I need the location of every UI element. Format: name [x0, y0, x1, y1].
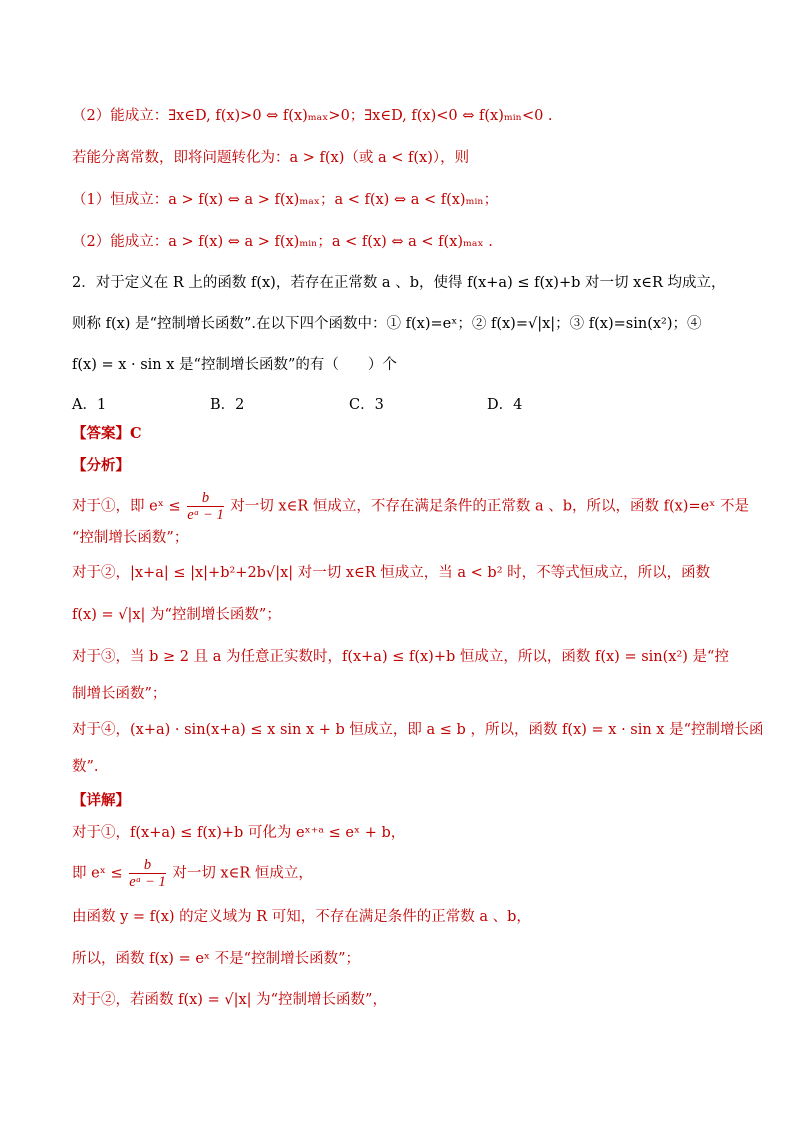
option-d: D．4 — [487, 397, 523, 413]
analysis-line-1-suffix: 对一切 x∈R 恒成立，不存在满足条件的正常数 a 、b，所以，函数 f(x)=eˣ 不是 — [225, 498, 749, 515]
fraction-numerator: b — [187, 490, 224, 507]
fraction — [187, 490, 224, 523]
fraction-denominator: eᵃ − 1 — [129, 874, 166, 890]
fraction-numerator: b — [129, 857, 166, 874]
detail-line-1: 对于①，f(x+a) ≤ f(x)+b 可化为 eˣ⁺ᵃ ≤ eˣ + b， — [72, 825, 406, 841]
analysis-line-4: 对于④，(x+a) · sin(x+a) ≤ x sin x + b 恒成立，即 a ≤ b ，所以，函数 f(x) = x · sin x 是“控制增长函 — [72, 722, 764, 738]
answer-label: 【答案】C — [72, 425, 142, 442]
analysis-line-2: 对于②，|x+a| ≤ |x|+b²+2b√|x| 对一切 x∈R 恒成立，当 a < b² 时，不等式恒成立，所以，函数 — [72, 565, 711, 581]
text-line-feasible-2: （2）能成立：a > f(x) ⇔ a > f(x)ₘᵢₙ；a < f(x) ⇔ a < f(x)ₘₐₓ . — [72, 234, 493, 250]
detail-line-2-suffix: 对一切 x∈R 恒成立， — [167, 865, 313, 882]
question-stem-line-1: 2．对于定义在 R 上的函数 f(x)，若存在正常数 a 、b，使得 f(x+a) ≤ f(x)+b 对一切 x∈R 均成立， — [72, 275, 726, 291]
option-c: C．3 — [349, 397, 384, 413]
fraction-denominator: eᵃ − 1 — [187, 507, 224, 523]
analysis-line-1-prefix: 对于①，即 eˣ ≤ — [72, 498, 186, 515]
question-stem-line-3: f(x) = x · sin x 是“控制增长函数”的有（ ）个 — [72, 357, 397, 373]
analysis-line-3: 对于③，当 b ≥ 2 且 a 为任意正实数时，f(x+a) ≤ f(x)+b 恒成立，所以，函数 f(x) = sin(x²) 是“控 — [72, 649, 729, 665]
option-a: A．1 — [72, 397, 107, 413]
analysis-line-3b: 制增长函数”； — [72, 686, 167, 702]
fraction — [129, 857, 166, 890]
analysis-heading: 【分析】 — [72, 457, 130, 474]
detail-line-5: 对于②，若函数 f(x) = √|x| 为“控制增长函数”， — [72, 992, 387, 1008]
analysis-line-4b: 数”. — [72, 759, 99, 775]
option-b: B．2 — [210, 397, 245, 413]
detail-line-2-prefix: 即 eˣ ≤ — [72, 865, 128, 882]
analysis-line-1 — [72, 490, 749, 523]
analysis-line-1b: “控制增长函数”； — [72, 530, 189, 546]
detail-line-3: 由函数 y = f(x) 的定义域为 R 可知，不存在满足条件的正常数 a 、b， — [72, 909, 531, 925]
text-line-always-hold: （1）恒成立：a > f(x) ⇔ a > f(x)ₘₐₓ；a < f(x) ⇔ a < f(x)ₘᵢₙ； — [72, 192, 499, 208]
detail-line-2 — [72, 857, 732, 890]
detail-heading: 【详解】 — [72, 792, 130, 809]
text-line-separate-constant: 若能分离常数，即将问题转化为：a > f(x)（或 a < f(x)），则 — [72, 150, 470, 166]
question-stem-line-2: 则称 f(x) 是“控制增长函数”.在以下四个函数中：① f(x)=eˣ；② f(x)=√|x|；③ f(x)=sin(x²)；④ — [72, 316, 702, 332]
analysis-line-2b: f(x) = √|x| 为“控制增长函数”； — [72, 607, 281, 623]
text-line-feasible-1: （2）能成立：∃x∈D, f(x)>0 ⇔ f(x)ₘₐₓ>0；∃x∈D, f(x)<0 ⇔ f(x)ₘᵢₙ<0 . — [72, 108, 553, 124]
detail-line-4: 所以，函数 f(x) = eˣ 不是“控制增长函数”； — [72, 951, 360, 967]
